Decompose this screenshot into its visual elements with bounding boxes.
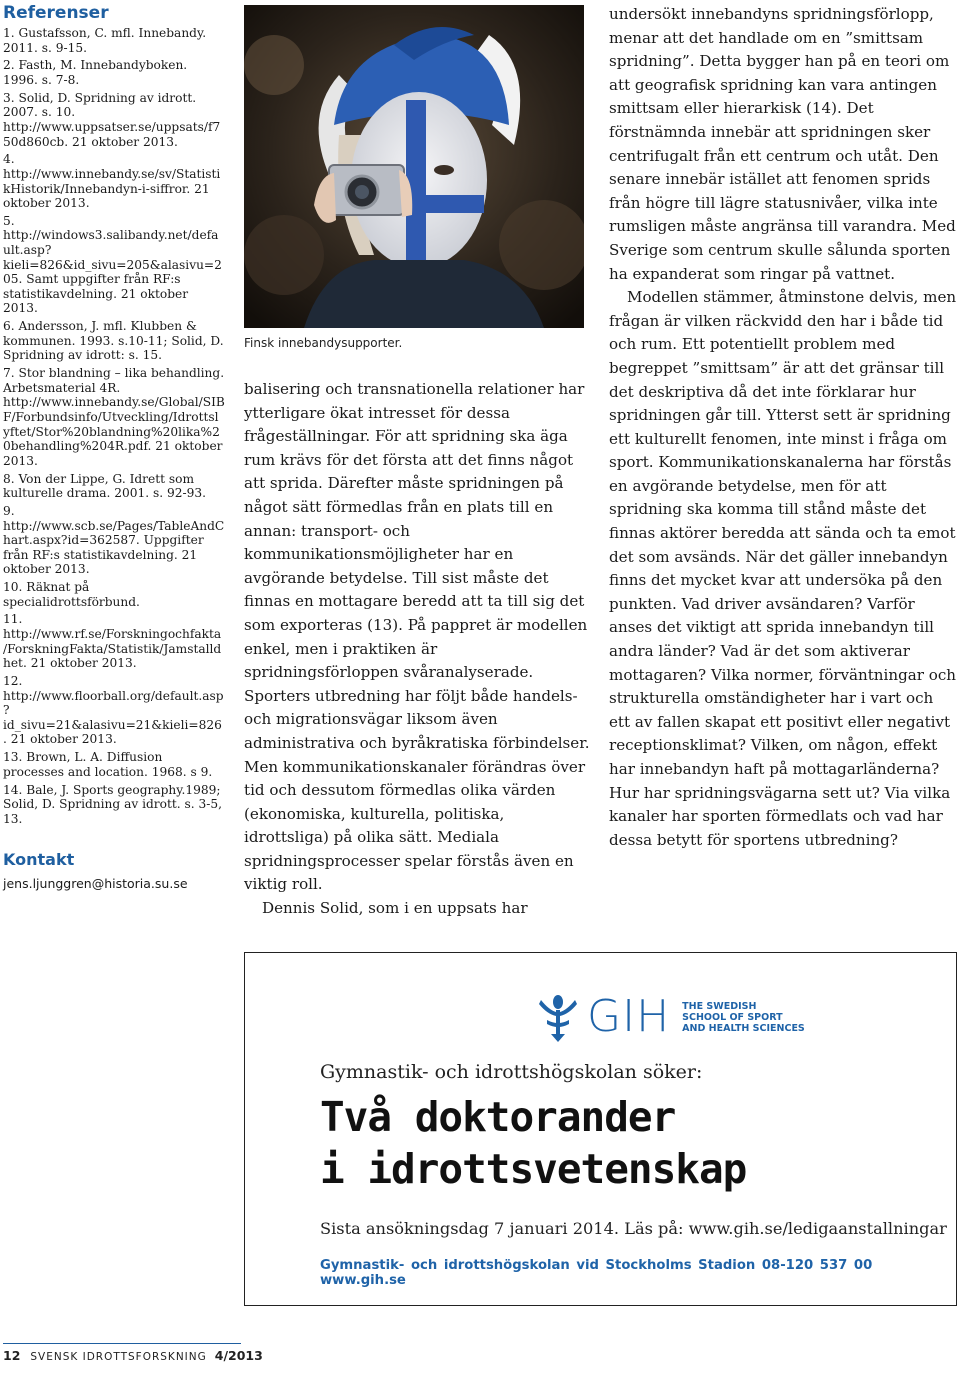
reference-item: 4. http://www.innebandy.se/sv/StatistikHistorik/Innebandyn-i-siffror. 21 oktober 2013. xyxy=(3,152,221,211)
tagline-line: SCHOOL OF SPORT xyxy=(682,1011,783,1023)
reference-item: 14. Bale, J. Sports geography.1989; Solid, D. Spridning av idrott. s. 3-5, 13. xyxy=(3,782,222,826)
ad-headline xyxy=(320,1091,746,1195)
headline-line: i idrottsvetenskap xyxy=(320,1145,747,1193)
page-footer xyxy=(3,1343,303,1365)
gih-advertisement xyxy=(244,952,957,1306)
ad-intro: Gymnastik- och idrottshögskolan söker: xyxy=(320,1061,703,1083)
gih-wordmark: GIH xyxy=(587,991,671,1042)
gih-tagline xyxy=(682,1001,807,1034)
journal-name: SVENSK IDROTTSFORSKNING xyxy=(30,1351,207,1363)
article-right-column xyxy=(609,3,959,852)
references-heading: Referenser xyxy=(3,3,109,23)
photo-illustration xyxy=(244,5,584,328)
reference-item: 5. http://windows3.salibandy.net/default.asp?kieli=826&id_sivu=205&alasivu=205. Samt uppgifter från RF:s statistikavdelning. 21 oktober 2013. xyxy=(3,213,222,316)
reference-item: 12. http://www.floorball.org/default.asp?id_sivu=21&alasivu=21&kieli=826. 21 oktober 2013. xyxy=(3,674,224,747)
paragraph: balisering och transnationella relationer har ytterligare ökat intresset för dessa frågeställningar. För att spridning ska äga rum krävs för det första att det finns något att sprida. Därefter måste spridningen på något sätt förmedlas från en plats till en annan: transport- och kommunikationsmöjligheter har en avgörande betydelse. Till sist måste det finnas en mottagare beredd att ta till sig det som exporteras (13). På pappret är modellen enkel, men i praktiken är spridningsförloppen svåranalyserade. Sporters utbredning har följt både handels- och migrationsvägar liksom även administrativa och byråkratiska förbindelser. Men kommunikationskanaler förändras över tid och dessutom förmedlas olika värden (ekonomiska, kulturella, politiska, idrottsliga) på olika sätt. Medialа spridningsprocesser spelar förstås även en viktig roll. xyxy=(244,380,590,894)
photo-caption: Finsk innebandysupporter. xyxy=(244,336,403,350)
supporter-photo xyxy=(244,5,584,328)
paragraph: Dennis Solid, som i en uppsats har xyxy=(262,899,528,918)
gih-emblem-icon xyxy=(537,990,579,1044)
footer-text xyxy=(3,1348,263,1363)
reference-item: 10. Räknat på specialidrottsförbund. xyxy=(3,580,140,609)
tagline-line: THE SWEDISH xyxy=(682,1000,757,1012)
reference-item: 6. Andersson, J. mfl. Klubben & kommunen. 1993. s.10-11; Solid, D. Spridning av idrott: s. 15. xyxy=(3,319,224,363)
reference-item: 13. Brown, L. A. Diffusion processes and location. 1968. s 9. xyxy=(3,750,213,779)
reference-item: 7. Stor blandning – lika behandling. Arbetsmaterial 4R. http://www.innebandy.se/Global/SIBF/Forbundsinfo/Utveckling/Idrottslyftet/Stor%20blandning%20lika%20behandling%204R.pdf. 21 oktober 2013. xyxy=(3,366,225,468)
ad-contact-line[interactable]: Gymnastik- och idrottshögskolan vid Stockholms Stadion 08-120 537 00 www.gih.se xyxy=(320,1258,873,1288)
issue-number: 4/2013 xyxy=(214,1348,263,1363)
references-list xyxy=(3,26,225,826)
headline-line: Två doktorander xyxy=(320,1093,676,1141)
ad-deadline[interactable]: Sista ansökningsdag 7 januari 2014. Läs på: www.gih.se/ledigaanstallningar xyxy=(320,1219,947,1238)
page-number: 12 xyxy=(3,1348,21,1363)
references-section xyxy=(3,3,225,891)
footer-rule xyxy=(3,1343,241,1344)
contact-heading: Kontakt xyxy=(3,850,75,870)
reference-item: 8. Von der Lippe, G. Idrett som kulturelle drama. 2001. s. 92-93. xyxy=(3,471,207,501)
gih-logo xyxy=(537,990,807,1044)
reference-item: 1. Gustafsson, C. mfl. Innebandy. 2011. s. 9-15. xyxy=(3,26,207,55)
reference-item: 9. http://www.scb.se/Pages/TableAndChart.aspx?id=362587. Uppgifter från RF:s statistikavdelning. 21 oktober 2013. xyxy=(3,503,225,577)
reference-item: 2. Fasth, M. Innebandyboken. 1996. s. 7-8. xyxy=(3,58,188,87)
article-middle-column xyxy=(244,378,592,921)
paragraph: Modellen stämmer, åtminstone delvis, men frågan är vilken räckvidd den har i både tid och rum. Ett potentiellt problem med begreppet ”smittsam” är att det gränsar till det deskriptiva då det inte förklarar hur spridningen går till. Ytterst sett är spridning ett kulturellt fenomen, inte minst i fråga om sport. Kommunikationskanalerna har förstås en avgörande betydelse, men för att spridning ska komma till stånd måste det finnas aktörer beredda att sända och ta emot det som avsänds. När det gäller innebandyn finns det mycket kvar att undersöka på den punkten. Vad driver avsändaren? Varför anses det viktigt att sprida innebandyn till andra länder? Vad är det som aktiverar mottagaren? Vilka normer, förväntningar och strukturella omständigheter har i vart och ett av fallen skapat ett positivt eller negativt receptionsklimat? Vilken, om någon, effekt har innebandyn haft på mottagarländerna? Hur har spridningsvägarna sett ut? Via vilka kanaler har sporten förmedlats och vad har dessa betytt för sportens utbredning? xyxy=(609,288,957,849)
reference-item: 3. Solid, D. Spridning av idrott. 2007. s. 10. http://www.uppsatser.se/uppsats/f750d860cb. 21 oktober 2013. xyxy=(3,90,221,149)
tagline-line: AND HEALTH SCIENCES xyxy=(682,1022,805,1034)
paragraph: undersökt innebandyns spridningsförlopp, menar att det handlade om en ”smittsam spridning”. Detta bygger han på en teori om att geografisk spridning kan vara antingen smittsam eller hierarkisk (14). Det förstnämnda innebär att spridningen sker centrifugalt från ett centrum och utåt. Den senare innebär istället att fenomen sprids från högre till lägre statusnivåer, vilka inte rumsligen måste angränsa till varandra. Med Sverige som centrum skulle sålunda sporten ha expanderat som ringar på vattnet. xyxy=(609,5,956,283)
contact-email[interactable]: jens.ljunggren@historia.su.se xyxy=(3,876,188,892)
reference-item: 11. http://www.rf.se/Forskningochfakta/ForskningFakta/Statistik/Jamstalldhet. 21 oktober 2013. xyxy=(3,612,222,671)
